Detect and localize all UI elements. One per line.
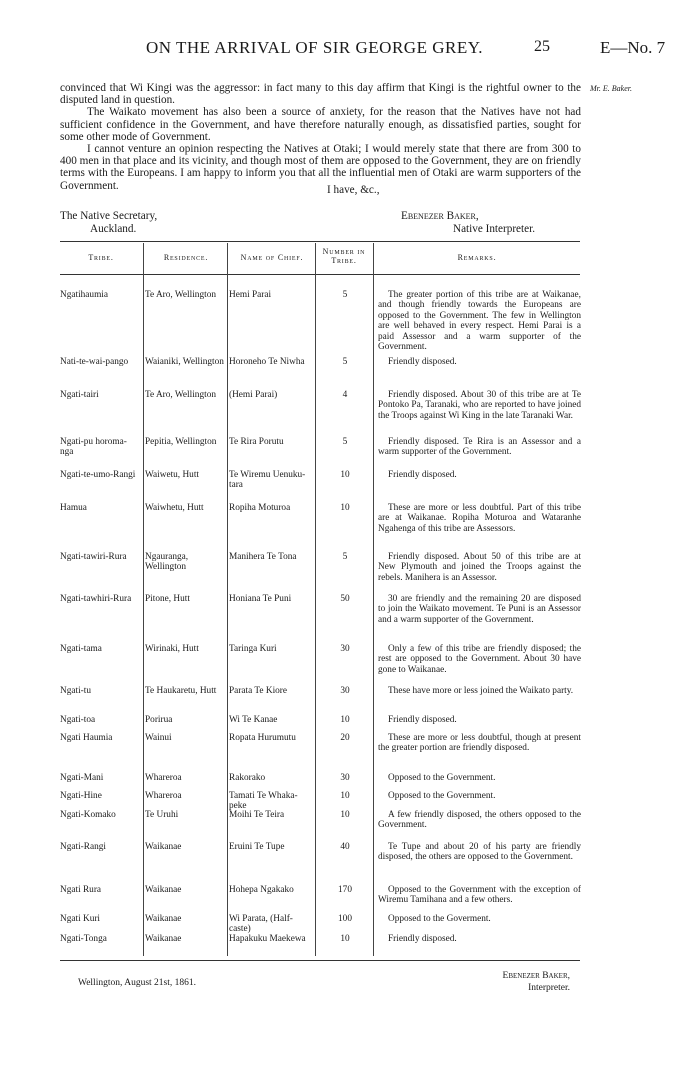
cell-residence: Whareroa (145, 773, 182, 783)
recipient-title: The Native Secretary, (60, 210, 158, 222)
cell-residence: Pepitia, Wellington (145, 437, 217, 447)
column-header-tribe: Tribe. (88, 253, 114, 262)
cell-chief: Taringa Kuri (229, 644, 277, 654)
table-header (60, 243, 580, 273)
column-header-chief: Name of Chief. (240, 253, 304, 262)
cell-chief: Te Wiremu Uenuku-tara (229, 470, 306, 491)
column-divider (373, 243, 374, 956)
cell-residence: Waiwetu, Hutt (145, 470, 199, 480)
cell-chief: Eruini Te Tupe (229, 842, 285, 852)
cell-number: 4 (342, 390, 348, 400)
cell-remarks: Opposed to the Government. (388, 773, 496, 783)
cell-tribe: Ngati Haumia (60, 733, 113, 743)
cell-residence: Te Haukaretu, Hutt (145, 686, 217, 696)
footer-signer-name: Ebenezer Baker, (502, 971, 570, 981)
letter-closing: I have, &c., (327, 184, 380, 196)
column-header-number: Number in Tribe. (322, 247, 366, 265)
signer-title: Native Interpreter. (453, 223, 535, 235)
cell-residence: Te Uruhi (145, 810, 179, 820)
cell-number: 10 (340, 503, 350, 513)
cell-tribe: Ngati Kuri (60, 914, 101, 924)
cell-number: 5 (342, 437, 348, 447)
cell-number: 170 (338, 885, 352, 895)
cell-chief: Hemi Parai (229, 290, 272, 300)
letter-paragraph: The Waikato movement has also been a source of anxiety, for the reason that the Natives have not had sufficient confidence in the Government, and have therefore naturally enough, as dissatisfied parties, sought for some other mode of Government. (60, 106, 581, 143)
cell-tribe: Hamua (60, 503, 87, 513)
cell-tribe: Ngati-toa (60, 715, 96, 725)
cell-chief: Honiana Te Puni (229, 594, 292, 604)
cell-remarks: 30 are friendly and the remaining 20 are disposed to join the Waikato movement. Te Puni is an Assessor and a warm supporter of the Government. (378, 594, 581, 625)
cell-number: 10 (340, 715, 350, 725)
table-header-rule (60, 274, 580, 275)
cell-residence: Waiwhetu, Hutt (145, 503, 204, 513)
column-divider (315, 243, 316, 956)
cell-number: 10 (340, 810, 350, 820)
cell-number: 100 (338, 914, 352, 924)
cell-tribe: Ngati-tairi (60, 390, 99, 400)
cell-tribe: Ngati-te-umo-Rangi (60, 470, 136, 480)
cell-chief: Tamati Te Whaka-peke (229, 791, 298, 812)
cell-chief: (Hemi Parai) (229, 390, 278, 400)
signature-block (401, 210, 535, 236)
cell-tribe: Ngati-Mani (60, 773, 104, 783)
cell-residence: Pitone, Hutt (145, 594, 190, 604)
cell-remarks: The greater portion of this tribe are at Waikanae, and though friendly towards the Europeans are opposed to the Government. The few in Wellington are well behaved in every respect. Hemi Parai is a paid Assessor and a warm supporter of the Government. (378, 290, 581, 353)
cell-chief: Hapakuku Maekewa (229, 934, 306, 944)
cell-remarks: A few friendly disposed, the others opposed to the Government. (378, 810, 581, 831)
cell-tribe: Nati-te-wai-pango (60, 357, 129, 367)
cell-chief: Horoneho Te Niwha (229, 357, 305, 367)
page-title: ON THE ARRIVAL OF SIR GEORGE GREY. (146, 38, 484, 57)
cell-chief: Rakorako (229, 773, 266, 783)
cell-remarks: Friendly disposed. (388, 934, 457, 944)
letter-paragraph: I cannot venture an opinion respecting the Natives at Otaki; I would merely state that there are from 300 to 400 men in that place and its vicinity, and though most of them are opposed to the Government, they are on friendly terms with the Europeans. I am happy to inform you that all the influential men of Otaki are warm supporters of the Government. (60, 143, 581, 192)
column-divider (143, 243, 144, 956)
cell-remarks: Only a few of this tribe are friendly disposed; the rest are opposed to the Government. About 30 have gone to Waikanae. (378, 644, 581, 675)
page-header (60, 38, 690, 60)
cell-residence: Whareroa (145, 791, 182, 801)
letter-paragraph: convinced that Wi Kingi was the aggressor: in fact many to this day affirm that Kingi is the rightful owner to the disputed land in question. (60, 82, 581, 107)
cell-residence: Te Aro, Wellington (145, 290, 216, 300)
cell-residence: Waikanae (145, 885, 182, 895)
cell-tribe: Ngati-tawhiri-Rura (60, 594, 132, 604)
cell-remarks: Opposed to the Government. (388, 791, 496, 801)
cell-number: 50 (340, 594, 350, 604)
cell-number: 5 (342, 290, 348, 300)
column-divider (227, 243, 228, 956)
cell-residence: Waianiki, Wellington (145, 357, 224, 367)
cell-residence: Waikanae (145, 914, 182, 924)
cell-number: 10 (340, 934, 350, 944)
cell-chief: Wi Parata, (Half-caste) (229, 914, 293, 935)
cell-residence: Te Aro, Wellington (145, 390, 216, 400)
cell-chief: Hohepa Ngakako (229, 885, 294, 895)
cell-tribe: Ngati-tu (60, 686, 91, 696)
cell-tribe: Ngati-tawiri-Rura (60, 552, 127, 562)
cell-remarks: Friendly disposed. (388, 357, 457, 367)
cell-number: 10 (340, 470, 350, 480)
table-bottom-rule (60, 960, 580, 961)
cell-remarks: Opposed to the Goverment. (388, 914, 491, 924)
cell-number: 5 (342, 357, 348, 367)
document-reference: E—No. 7 (600, 38, 666, 57)
recipient-location: Auckland. (90, 223, 137, 235)
cell-remarks: Friendly disposed. Te Rira is an Assessor and a warm supporter of the Government. (378, 437, 581, 458)
cell-chief: Moihi Te Teira (229, 810, 285, 820)
footer-signature (460, 970, 570, 994)
cell-tribe: Ngatihaumia (60, 290, 109, 300)
cell-remarks: These have more or less joined the Waikato party. (388, 686, 574, 696)
cell-remarks: Friendly disposed. About 50 of this tribe are at New Plymouth and joined the Troops against the rebels. Manihera is an Assessor. (378, 552, 581, 583)
cell-residence: Wirinaki, Hutt (145, 644, 199, 654)
table-top-rule (60, 241, 580, 242)
cell-tribe: Ngati-pu horoma-nga (60, 437, 127, 458)
recipient-block (60, 210, 157, 236)
cell-tribe: Ngati-Rangi (60, 842, 106, 852)
cell-tribe: Ngati-tama (60, 644, 102, 654)
cell-remarks: Opposed to the Government with the exception of Wiremu Tamihana and a few others. (378, 885, 581, 906)
footer-signer-title: Interpreter. (528, 983, 570, 993)
cell-chief: Ropata Hurumutu (229, 733, 296, 743)
cell-residence: Wainui (145, 733, 172, 743)
cell-residence: Waikanae (145, 934, 182, 944)
cell-residence: Waikanae (145, 842, 182, 852)
cell-chief: Parata Te Kiore (229, 686, 288, 696)
margin-note: Mr. E. Baker. (590, 84, 632, 93)
cell-remarks: Friendly disposed. (388, 470, 457, 480)
footer-date: Wellington, August 21st, 1861. (78, 978, 196, 988)
cell-remarks: These are more or less doubtful. Part of this tribe are at Waikanae. Ropiha Moturoa and Wataranhe Ngahenga of this tribe are Assessors. (378, 503, 581, 534)
column-header-remarks: Remarks. (457, 253, 497, 262)
cell-number: 30 (340, 773, 350, 783)
cell-number: 30 (340, 644, 350, 654)
cell-remarks: These are more or less doubtful, though at present the greater portion are friendly disposed. (378, 733, 581, 754)
cell-chief: Wi Te Kanae (229, 715, 278, 725)
cell-tribe: Ngati-Tonga (60, 934, 107, 944)
cell-tribe: Ngati-Komako (60, 810, 116, 820)
column-header-residence: Residence. (163, 253, 209, 262)
letter-body (60, 82, 581, 192)
signer-name: Ebenezer Baker, (401, 210, 479, 222)
cell-remarks: Friendly disposed. About 30 of this tribe are at Te Pontoko Pa, Taranaki, who are reported to have joined the Troops against Wi King in the late Taranaki War. (378, 390, 581, 421)
cell-number: 5 (342, 552, 348, 562)
cell-residence: Porirua (145, 715, 173, 725)
cell-number: 10 (340, 791, 350, 801)
cell-chief: Ropiha Moturoa (229, 503, 291, 513)
cell-tribe: Ngati-Hine (60, 791, 102, 801)
cell-remarks: Friendly disposed. (388, 715, 457, 725)
page-number: 25 (534, 38, 550, 55)
cell-remarks: Te Tupe and about 20 of his party are friendly disposed, the others are opposed to the Government. (378, 842, 581, 863)
cell-tribe: Ngati Rura (60, 885, 102, 895)
cell-number: 40 (340, 842, 350, 852)
cell-chief: Te Rira Porutu (229, 437, 284, 447)
cell-chief: Manihera Te Tona (229, 552, 297, 562)
cell-number: 30 (340, 686, 350, 696)
cell-number: 20 (340, 733, 350, 743)
cell-residence: Ngauranga, Wellington (145, 552, 189, 573)
